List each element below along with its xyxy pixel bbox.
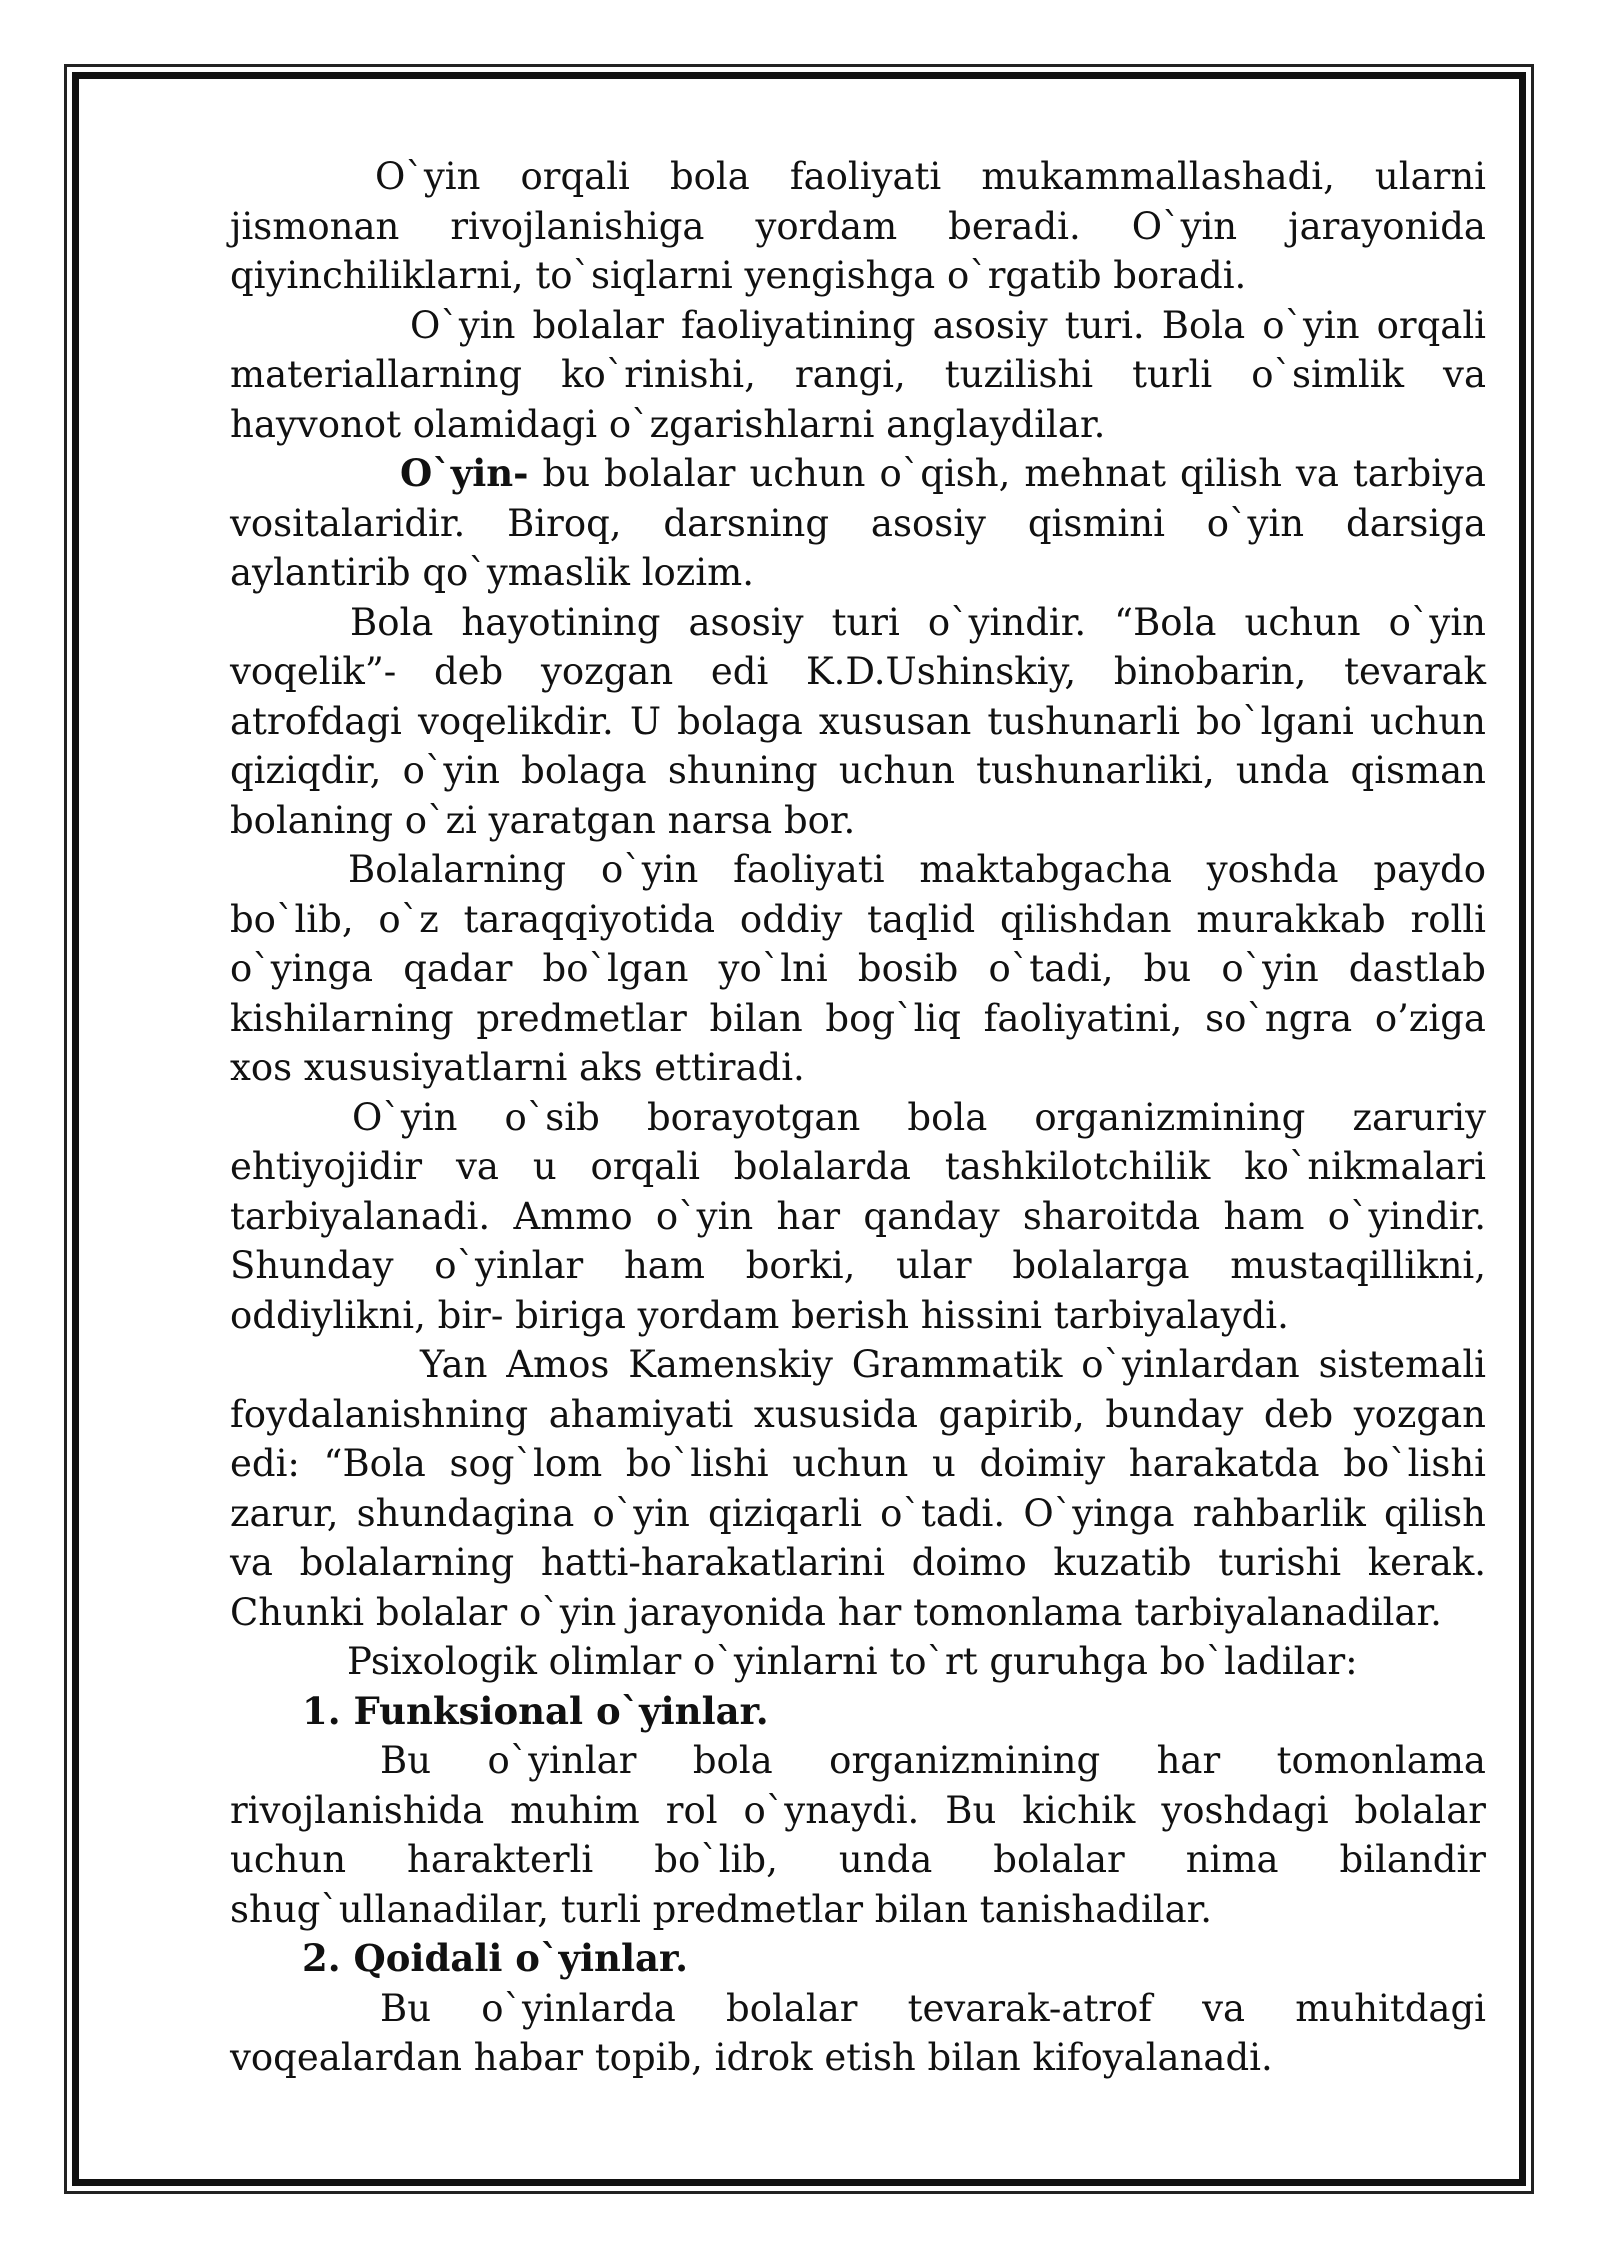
paragraph-6: O`yin o`sib borayotgan bola organizmining zaruriy ehtiyojidir va u orqali bolalarda tashkilotchilik ko`nikmalari tarbiyalanadi. Ammo o`yin har qanday sharoitda ham o`yindir. Shunday o`yinlar ham borki, ular bolalarga mustaqillikni, oddiylikni, bir- biriga yordam berish hissini tarbiyalaydi.	[230, 1095, 1486, 1337]
paragraph-3-bold-term: O`yin-	[400, 451, 529, 495]
paragraph-1: O`yin orqali bola faoliyati mukammallashadi, ularni jismonan rivojlanishiga yordam beradi. O`yin jarayonida qiyinchiliklarni, to`siqlarni yengishga o`rgatib boradi.	[230, 155, 1486, 297]
section-heading-1: 1. Funksional o`yinlar.	[302, 1688, 769, 1733]
section-heading-2: 2. Qoidali o`yinlar.	[302, 1936, 688, 1980]
paragraph-7: Yan Amos Kamenskiy Grammatik o`yinlardan sistemali foydalanishning ahamiyati xususida gapirib, bunday deb yozgan edi: “Bola sog`lom bo`lishi uchun u doimiy harakatda bo`lishi zarur, shundagina o`yin qiziqarli o`tadi. O`yinga rahbarlik qilish va bolalarning hatti-harakatlarini doimo kuzatib turishi kerak. Chunki bolalar o`yin jarayonida har tomonlama tarbiyalanadilar.	[230, 1343, 1486, 1634]
paragraph-5: Bolalarning o`yin faoliyati maktabgacha yoshda paydo bo`lib, o`z taraqqiyotida oddiy taqlid qilishdan murakkab rolli o`yinga qadar bo`lgan yo`lni bosib o`tadi, bu o`yin dastlab kishilarning predmetlar bilan bog`liq faoliyatini, so`ngra o’ziga xos xususiyatlarni aks ettiradi.	[230, 848, 1486, 1089]
paragraph-10: Bu o`yinlarda bolalar tevarak-atrof va muhitdagi voqealardan habar topib, idrok etish bilan kifoyalanadi.	[230, 1986, 1486, 2079]
paragraph-3-text: bu bolalar uchun o`qish, mehnat qilish va tarbiya vositalaridir. Biroq, darsning asosiy qismini o`yin darsiga aylantirib qo`ymaslik lozim.	[230, 452, 1486, 594]
paragraph-9: Bu o`yinlar bola organizmining har tomonlama rivojlanishida muhim rol o`ynaydi. Bu kichik yoshdagi bolalar uchun harakterli bo`lib, unda bolalar nima bilandir shug`ullanadilar, turli predmetlar bilan tanishadilar.	[230, 1739, 1486, 1931]
paragraph-8: Psixologik olimlar o`yinlarni to`rt guruhga bo`ladilar:	[347, 1640, 1358, 1683]
paragraph-4: Bola hayotining asosiy turi o`yindir. “Bola uchun o`yin voqelik”- deb yozgan edi K.D.Ushinskiy, binobarin, tevarak atrofdagi voqelikdir. U bolaga xususan tushunarli bo`lgani uchun qiziqdir, o`yin bolaga shuning uchun tushunarliki, unda qisman bolaning o`zi yaratgan narsa bor.	[230, 600, 1486, 842]
document-body	[230, 152, 1486, 2083]
paragraph-2: O`yin bolalar faoliyatining asosiy turi. Bola o`yin orqali materiallarning ko`rinishi, rangi, tuzilishi turli o`simlik va hayvonot olamidagi o`zgarishlarni anglaydilar.	[230, 303, 1486, 446]
paragraph-3	[230, 449, 1486, 598]
